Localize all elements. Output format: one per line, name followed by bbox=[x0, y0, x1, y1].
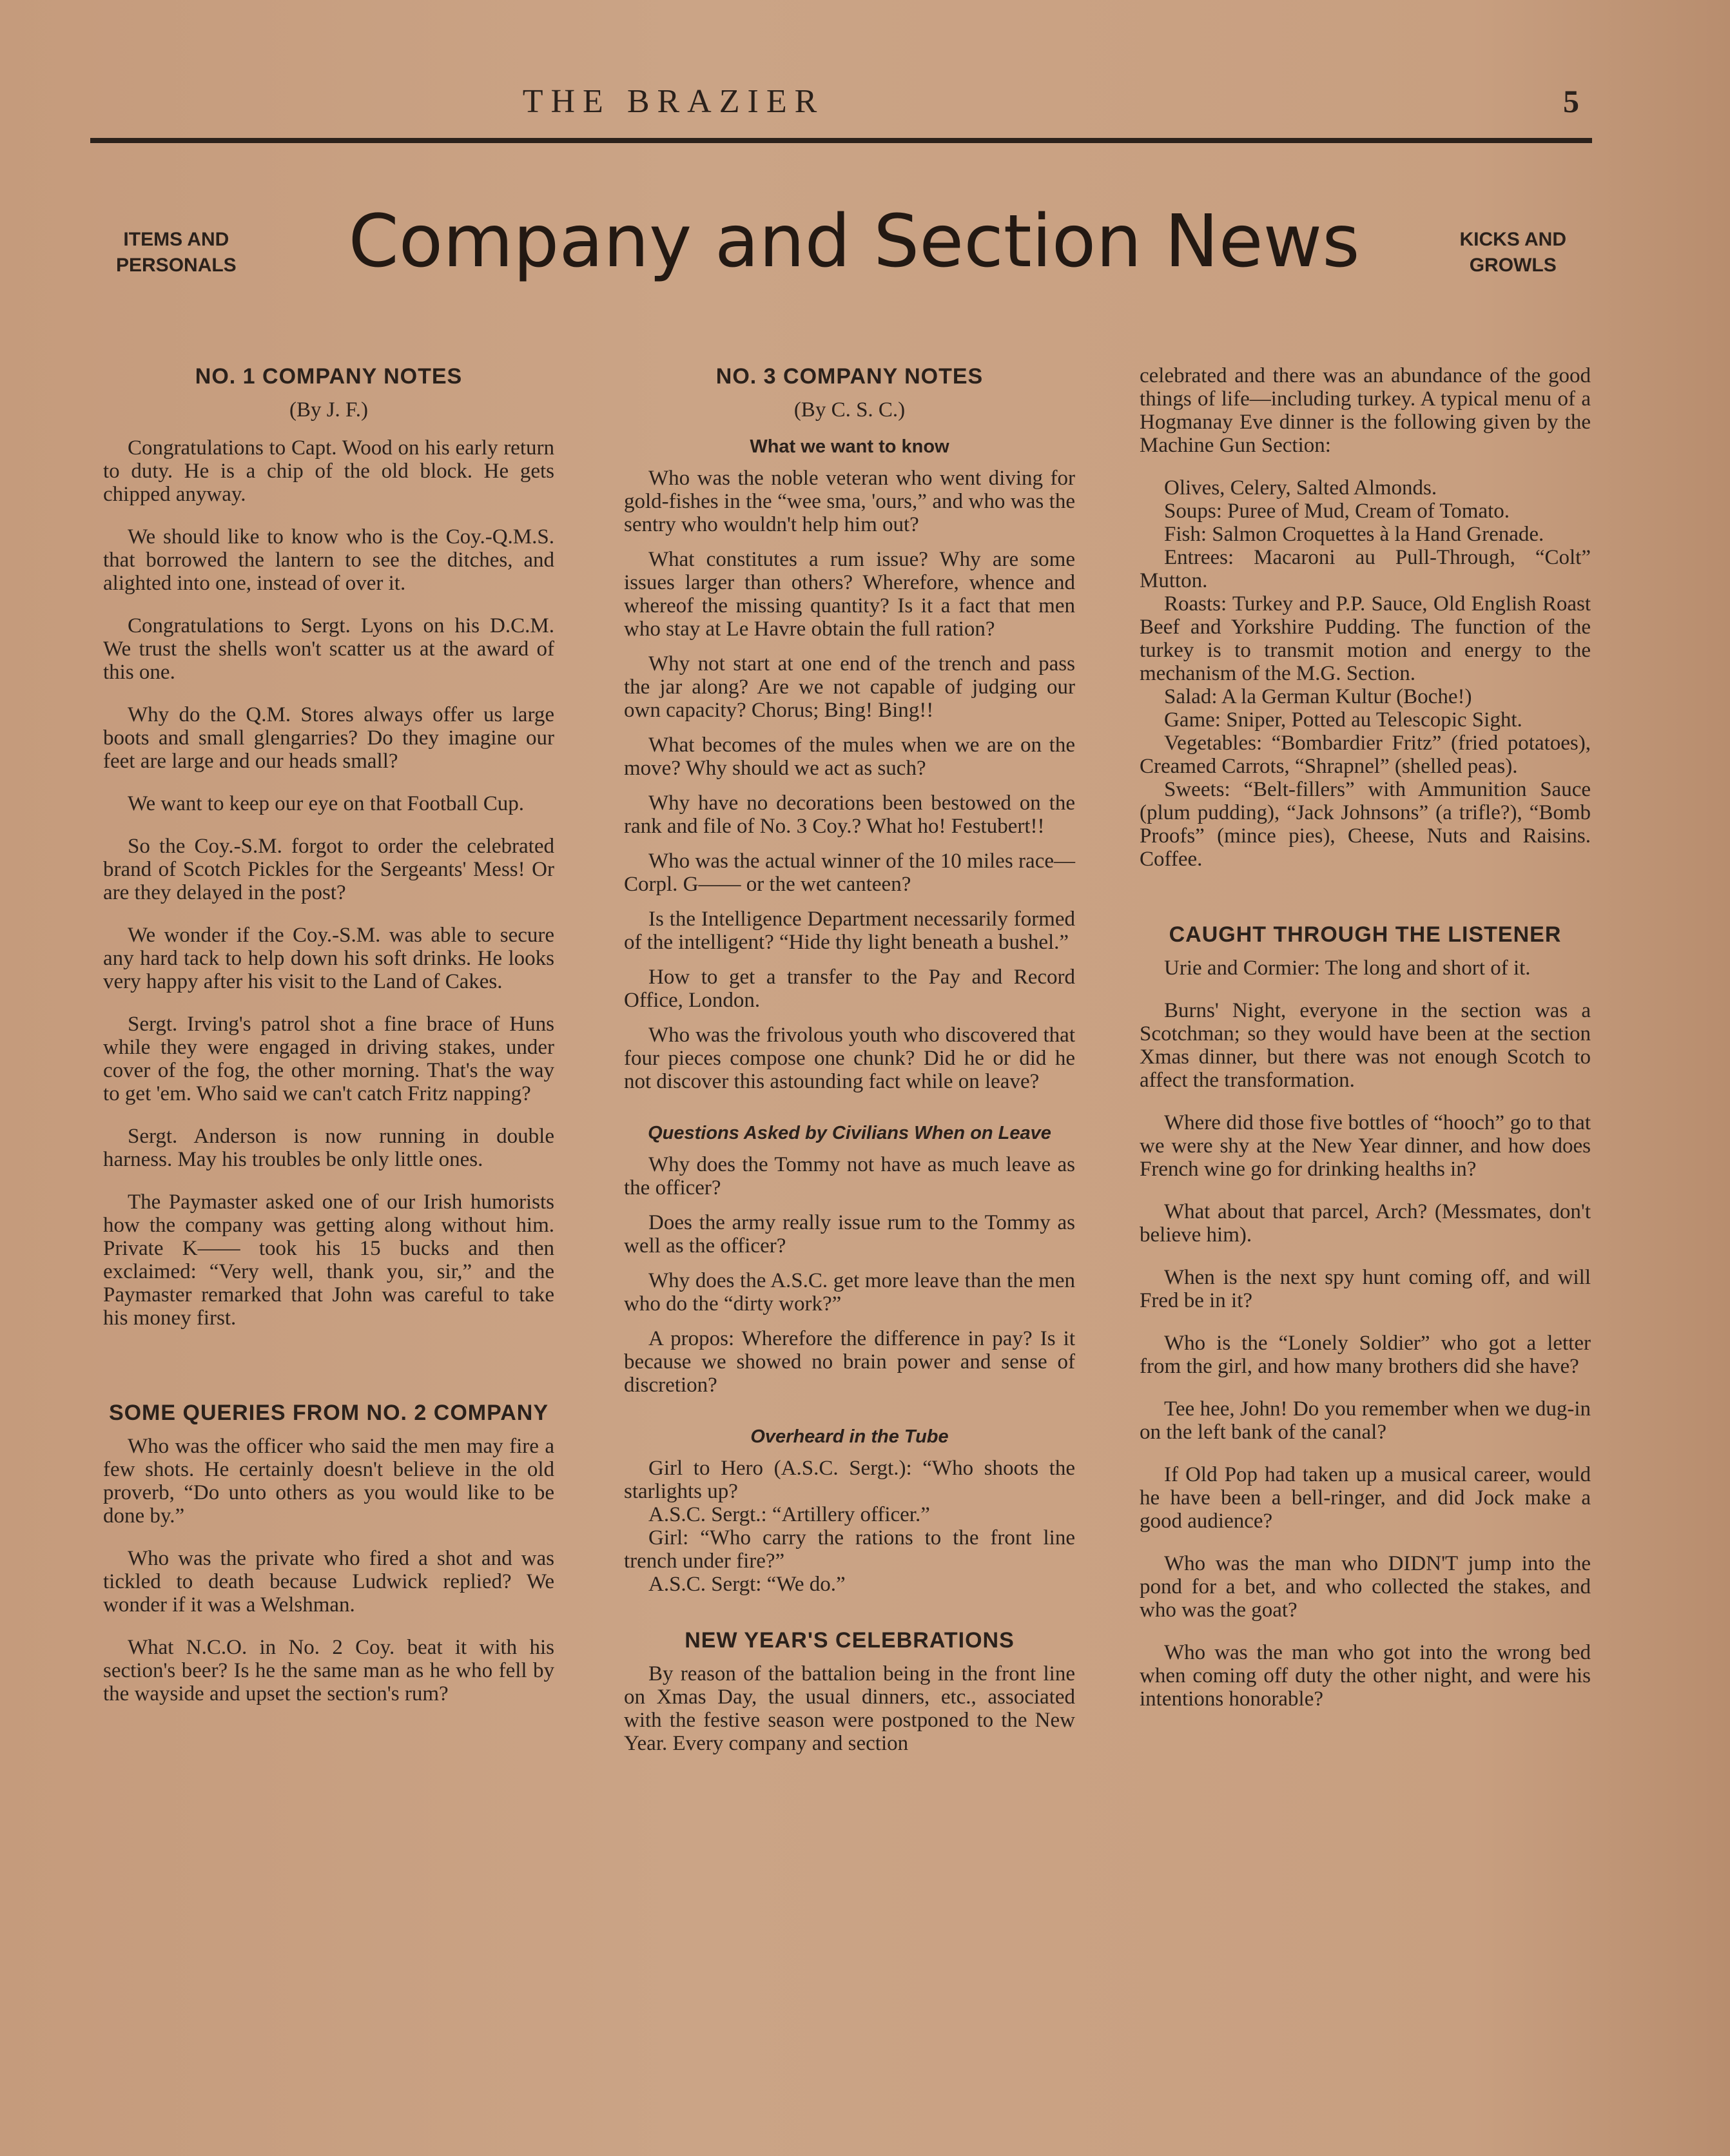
paragraph: Why does the A.S.C. get more leave than the men who do the “dirty work?” bbox=[624, 1269, 1075, 1316]
paragraph: Who was the actual winner of the 10 miles race—Corpl. G—— or the wet canteen? bbox=[624, 850, 1075, 896]
masthead-left-label: ITEMS AND PERSONALS bbox=[116, 229, 237, 276]
column-2 bbox=[624, 364, 1075, 1767]
paragraph: Urie and Cormier: The long and short of it. bbox=[1164, 957, 1531, 980]
paragraph: What becomes of the mules when we are on the move? Why should we act as such? bbox=[624, 733, 1075, 780]
paragraph: So the Coy.-S.M. forgot to order the celebrated brand of Scotch Pickles for the Sergeants' Mess! Or are they delayed in the post? bbox=[103, 835, 554, 904]
paragraph: Why does the Tommy not have as much leave as the officer? bbox=[624, 1153, 1075, 1199]
article-body bbox=[103, 436, 554, 1330]
paragraph: Where did those five bottles of “hooch” go to that we were shy at the New Year dinner, and how does French wine go for drinking healths in? bbox=[1140, 1111, 1591, 1181]
menu-item: Olives, Celery, Salted Almonds. bbox=[1164, 476, 1437, 500]
paragraph: Who was the man who DIDN'T jump into the pond for a bet, and who collected the stakes, and who was the goat? bbox=[1140, 1552, 1591, 1622]
paragraph: Sergt. Irving's patrol shot a fine brace of Huns while they were engaged in driving stakes, under cover of the fog, the other morning. That's the way to get 'em. Who said we can't catch Fritz napping? bbox=[103, 1013, 554, 1105]
dialogue-line: A.S.C. Sergt: “We do.” bbox=[648, 1573, 846, 1596]
menu-item: Salad: A la German Kultur (Boche!) bbox=[1164, 685, 1472, 708]
paragraph: If Old Pop had taken up a musical career, would he have been a bell-ringer, and did Jock make a good audience? bbox=[1140, 1463, 1591, 1533]
paragraph: Congratulations to Sergt. Lyons on his D.C.M. We trust the shells won't scatter us at the award of this one. bbox=[103, 614, 554, 684]
menu-item: Soups: Puree of Mud, Cream of Tomato. bbox=[1164, 500, 1510, 523]
paragraph: What constitutes a rum issue? Why are some issues larger than others? Wherefore, whence and whereof the missing quantity? Is it a fact that men who stay at Le Havre obtain the full ration? bbox=[624, 548, 1075, 641]
column-heading: NO. 3 COMPANY NOTES bbox=[715, 364, 984, 389]
paragraph: Does the army really issue rum to the Tommy as well as the officer? bbox=[624, 1211, 1075, 1258]
dialogue-line: Girl: “Who carry the rations to the front line trench under fire?” bbox=[624, 1526, 1075, 1573]
paragraph: When is the next spy hunt coming off, and will Fred be in it? bbox=[1140, 1266, 1591, 1312]
article-body bbox=[1140, 957, 1591, 1711]
masthead-right-label: KICKS AND GROWLS bbox=[1459, 229, 1566, 276]
menu-item: Entrees: Macaroni au Pull-Through, “Colt” Mutton. bbox=[1140, 546, 1591, 592]
paragraph: Who was the private who fired a shot and was tickled to death because Ludwick replied? We wonder if it was a Welshman. bbox=[103, 1547, 554, 1617]
paragraph: Why not start at one end of the trench and pass the jar along? Are we not capable of judging our own capacity? Chorus; Bing! Bing!! bbox=[624, 652, 1075, 722]
paragraph: Who was the officer who said the men may fire a few shots. He certainly doesn't believe in the old proverb, “Do unto others as you would like to be done by.” bbox=[103, 1435, 554, 1528]
menu-item: Sweets: “Belt-fillers” with Ammunition Sauce (plum pudding), “Jack Johnsons” (a trifle?), “Bomb Proofs” (mince pies), Cheese, Nuts and Raisins. Coffee. bbox=[1140, 778, 1591, 871]
spacer bbox=[103, 1349, 554, 1401]
paragraph: Who is the “Lonely Soldier” who got a letter from the girl, and how many brothers did she have? bbox=[1140, 1332, 1591, 1378]
paragraph: The Paymaster asked one of our Irish humorists how the company was getting along without him. Private K—— took his 15 bucks and then exclaimed: “Very well, thank you, sir,” and the Paymaster remarked that John was careful to take his money first. bbox=[103, 1190, 554, 1330]
menu-item: Game: Sniper, Potted au Telescopic Sight. bbox=[1164, 708, 1522, 732]
paragraph: Burns' Night, everyone in the section was a Scotchman; so they would have been at the section Xmas dinner, but there was not enough Scotch to affect the transformation. bbox=[1140, 999, 1591, 1092]
column-1 bbox=[103, 364, 554, 1725]
section-title: Company and Section News bbox=[348, 200, 1360, 284]
spacer bbox=[1140, 871, 1591, 922]
subheading: Questions Asked by Civilians When on Leave bbox=[648, 1123, 1051, 1143]
page-number: 5 bbox=[1563, 83, 1579, 119]
subheading: Overheard in the Tube bbox=[750, 1426, 949, 1447]
paragraph: By reason of the battalion being in the front line on Xmas Day, the usual dinners, etc., associated with the festive season were postponed to the New Year. Every company and section bbox=[624, 1662, 1075, 1755]
dialogue-line: A.S.C. Sergt.: “Artillery officer.” bbox=[648, 1503, 930, 1526]
header-rule bbox=[90, 138, 1592, 143]
paragraph: Who was the frivolous youth who discovered that four pieces compose one chunk? Did he or did he not discover this astounding fact while on leave? bbox=[624, 1024, 1075, 1093]
spacer bbox=[624, 1408, 1075, 1426]
column-heading: CAUGHT THROUGH THE LISTENER bbox=[1169, 922, 1562, 947]
paragraph: Why have no decorations been bestowed on the rank and file of No. 3 Coy.? What ho! Festubert!! bbox=[624, 792, 1075, 838]
paragraph: Who was the noble veteran who went diving for gold-fishes in the “wee sma, 'ours,” and who was the sentry who wouldn't help him out? bbox=[624, 467, 1075, 536]
paragraph: A propos: Wherefore the difference in pay? Is it because we showed no brain power and sense of discretion? bbox=[624, 1327, 1075, 1397]
dialogue bbox=[624, 1457, 1075, 1596]
byline: (By C. S. C.) bbox=[793, 398, 906, 422]
paper-name: THE BRAZIER bbox=[522, 83, 825, 120]
byline: (By J. F.) bbox=[289, 398, 369, 422]
dialogue-line: Girl to Hero (A.S.C. Sergt.): “Who shoots the starlights up? bbox=[624, 1457, 1075, 1503]
running-head bbox=[90, 83, 1592, 134]
paragraph: What about that parcel, Arch? (Messmates, don't believe him). bbox=[1140, 1200, 1591, 1247]
column-heading: NEW YEAR'S CELEBRATIONS bbox=[685, 1628, 1015, 1653]
spacer bbox=[624, 1596, 1075, 1628]
paragraph: Is the Intelligence Department necessarily formed of the intelligent? “Hide thy light beneath a bushel.” bbox=[624, 908, 1075, 954]
paragraph: Tee hee, John! Do you remember when we dug-in on the left bank of the canal? bbox=[1140, 1397, 1591, 1444]
menu-list bbox=[1140, 476, 1591, 871]
column-3 bbox=[1140, 364, 1591, 1730]
article-body bbox=[624, 467, 1075, 1093]
paragraph: We wonder if the Coy.-S.M. was able to secure any hard tack to help down his soft drinks. He looks very happy after his visit to the Land of Cakes. bbox=[103, 924, 554, 993]
article-body bbox=[624, 1153, 1075, 1397]
paragraph: Congratulations to Capt. Wood on his early return to duty. He is a chip of the old block. He gets chipped anyway. bbox=[103, 436, 554, 506]
paragraph: What N.C.O. in No. 2 Coy. beat it with his section's beer? Is he the same man as he who fell by the wayside and upset the section's rum? bbox=[103, 1636, 554, 1705]
spacer bbox=[624, 1105, 1075, 1123]
column-heading: NO. 1 COMPANY NOTES bbox=[195, 364, 463, 389]
paragraph: We should like to know who is the Coy.-Q.M.S. that borrowed the lantern to see the ditches, and alighted into one, instead of over it. bbox=[103, 525, 554, 595]
paragraph: Sergt. Anderson is now running in double harness. May his troubles be only little ones. bbox=[103, 1125, 554, 1171]
paragraph: Why do the Q.M. Stores always offer us large boots and small glengarries? Do they imagine our feet are large and our heads small? bbox=[103, 703, 554, 773]
column-heading: SOME QUERIES FROM NO. 2 COMPANY bbox=[108, 1401, 549, 1425]
paragraph: We want to keep our eye on that Football Cup. bbox=[128, 792, 525, 815]
paragraph: Who was the man who got into the wrong bed when coming off duty the other night, and were his intentions honorable? bbox=[1140, 1641, 1591, 1711]
article-body bbox=[103, 1435, 554, 1705]
menu-item: Fish: Salmon Croquettes à la Hand Grenade. bbox=[1164, 523, 1544, 546]
subheading: What we want to know bbox=[750, 436, 949, 457]
article-body bbox=[624, 1662, 1075, 1755]
paragraph: celebrated and there was an abundance of the good things of life—including turkey. A typical menu of a Hogmanay Eve dinner is the following given by the Machine Gun Section: bbox=[1140, 364, 1591, 457]
paragraph: How to get a transfer to the Pay and Record Office, London. bbox=[624, 966, 1075, 1012]
menu-item: Roasts: Turkey and P.P. Sauce, Old English Roast Beef and Yorkshire Pudding. The function of the turkey is to transmit motion and energy to the mechanism of the M.G. Section. bbox=[1140, 592, 1591, 685]
section-masthead bbox=[90, 193, 1592, 296]
menu-item: Vegetables: “Bombardier Fritz” (fried potatoes), Creamed Carrots, “Shrapnel” (shelled peas). bbox=[1140, 732, 1591, 778]
